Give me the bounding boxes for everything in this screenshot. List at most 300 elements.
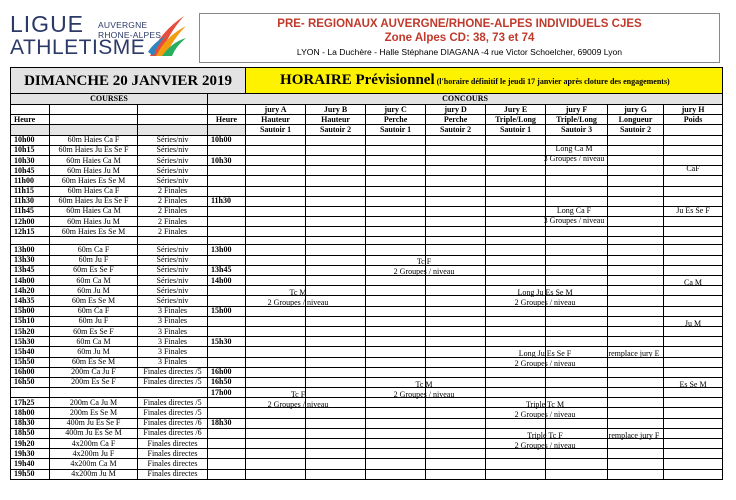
concours-time: 17h00 xyxy=(208,388,246,398)
concours-long-ju-es-se-f: Long Ju Es Se F xyxy=(518,349,572,358)
concours-cell xyxy=(426,347,486,357)
course-time: 12h00 xyxy=(11,217,50,227)
concours-cell xyxy=(426,206,486,216)
concours-cell xyxy=(426,186,486,196)
table-row xyxy=(11,326,723,336)
course-phase: 3 Finales xyxy=(138,357,208,367)
concours-cell xyxy=(306,418,366,428)
concours-cell xyxy=(306,326,366,336)
concours-cell xyxy=(426,367,486,377)
concours-cell xyxy=(366,196,426,206)
course-event: 200m Ca Ju F xyxy=(50,367,138,377)
course-phase: Finales directes /5 xyxy=(138,367,208,377)
concours-cell xyxy=(246,316,306,326)
concours-triple-tc-f: Triple Tc F xyxy=(527,431,563,440)
concours-poids-ca-f: CaF xyxy=(686,164,700,173)
concours-tc-m: Tc M xyxy=(289,288,307,297)
concours-cell xyxy=(664,398,723,408)
concours-cell xyxy=(546,276,608,286)
concours-cell xyxy=(366,245,426,255)
concours-cell xyxy=(546,337,608,347)
jury-f-name: jury F xyxy=(546,105,608,115)
concours-time xyxy=(208,255,246,265)
concours-time xyxy=(208,428,246,438)
concours-cell xyxy=(546,255,608,265)
league-logo xyxy=(6,8,192,64)
concours-cell xyxy=(306,347,366,357)
table-row xyxy=(11,337,723,347)
concours-cell xyxy=(546,176,608,186)
concours-cell xyxy=(608,276,664,286)
concours-cell xyxy=(608,357,664,367)
concours-cell xyxy=(486,186,546,196)
concours-time xyxy=(208,316,246,326)
concours-cell xyxy=(486,388,546,398)
concours-cell xyxy=(608,439,664,449)
concours-cell xyxy=(366,227,426,237)
course-event: 60m Ca F xyxy=(50,306,138,316)
concours-cell xyxy=(366,367,426,377)
concours-cell xyxy=(608,388,664,398)
jury-e-sautoir: Sautoir 1 xyxy=(486,125,546,135)
course-event: 400m Ju Es Se F xyxy=(50,418,138,428)
course-phase: Finales directes xyxy=(138,469,208,479)
concours-cell xyxy=(546,388,608,398)
course-phase: Séries/niv xyxy=(138,166,208,176)
concours-cell xyxy=(366,237,426,245)
course-phase: Finales directes xyxy=(138,459,208,469)
concours-cell xyxy=(426,326,486,336)
course-time: 11h45 xyxy=(11,206,50,216)
course-time: 15h20 xyxy=(11,326,50,336)
concours-cell xyxy=(426,217,486,227)
course-phase: Séries/niv xyxy=(138,286,208,296)
concours-cell xyxy=(664,245,723,255)
course-phase: 3 Finales xyxy=(138,337,208,347)
course-phase: Séries/niv xyxy=(138,245,208,255)
course-event: 60m Ju M xyxy=(50,286,138,296)
concours-cell xyxy=(608,316,664,326)
concours-cell xyxy=(246,326,306,336)
concours-time: 13h00 xyxy=(208,245,246,255)
concours-cell xyxy=(426,286,486,296)
table-row xyxy=(11,296,723,306)
concours-cell xyxy=(546,306,608,316)
course-phase: Finales directes /6 xyxy=(138,418,208,428)
logo-line-athletisme: ATHLETISME xyxy=(10,36,146,59)
table-row xyxy=(11,237,723,245)
concours-cell xyxy=(664,306,723,316)
concours-poids-ca-m: Ca M xyxy=(684,278,702,287)
concours-cell xyxy=(246,459,306,469)
jury-h-sautoir xyxy=(664,125,723,135)
course-time: 13h00 xyxy=(11,245,50,255)
concours-cell xyxy=(546,186,608,196)
course-phase xyxy=(138,388,208,398)
concours-cell xyxy=(546,469,608,479)
concours-cell xyxy=(486,449,546,459)
concours-cell xyxy=(306,306,366,316)
concours-time: 16h00 xyxy=(208,367,246,377)
concours-cell xyxy=(426,227,486,237)
table-row xyxy=(11,286,723,296)
course-phase: Séries/niv xyxy=(138,265,208,275)
course-phase: 3 Finales xyxy=(138,306,208,316)
table-row xyxy=(11,186,723,196)
course-event: 60m Haies Ca F xyxy=(50,186,138,196)
concours-cell xyxy=(486,227,546,237)
concours-cell xyxy=(608,245,664,255)
table-row xyxy=(11,276,723,286)
concours-cell xyxy=(608,286,664,296)
concours-time xyxy=(208,326,246,336)
table-row xyxy=(11,408,723,418)
table-row xyxy=(11,227,723,237)
concours-time xyxy=(208,186,246,196)
course-event: 200m Es Se F xyxy=(50,377,138,387)
course-time: 15h40 xyxy=(11,347,50,357)
concours-cell xyxy=(306,217,366,227)
course-time xyxy=(11,388,50,398)
concours-cell xyxy=(366,347,426,357)
concours-cell xyxy=(426,357,486,367)
table-row xyxy=(11,196,723,206)
course-phase: Séries/niv xyxy=(138,296,208,306)
concours-cell xyxy=(246,255,306,265)
concours-cell xyxy=(426,459,486,469)
concours-cell xyxy=(486,276,546,286)
course-time: 11h30 xyxy=(11,196,50,206)
concours-cell xyxy=(306,265,366,275)
jury-d-event: Perche xyxy=(426,115,486,125)
course-phase: 2 Finales xyxy=(138,186,208,196)
concours-cell xyxy=(426,176,486,186)
concours-cell xyxy=(486,306,546,316)
course-time: 19h30 xyxy=(11,449,50,459)
concours-cell xyxy=(246,265,306,275)
concours-cell xyxy=(426,135,486,145)
concours-time xyxy=(208,206,246,216)
concours-cell xyxy=(246,186,306,196)
course-time: 16h50 xyxy=(11,377,50,387)
concours-cell xyxy=(306,408,366,418)
concours-time xyxy=(208,439,246,449)
concours-cell xyxy=(664,449,723,459)
concours-cell xyxy=(426,439,486,449)
concours-cell xyxy=(608,296,664,306)
concours-cell xyxy=(608,306,664,316)
jury-d-name: jury D xyxy=(426,105,486,115)
concours-time xyxy=(208,145,246,155)
concours-cell xyxy=(246,408,306,418)
course-time: 15h00 xyxy=(11,306,50,316)
course-phase: Finales directes /6 xyxy=(138,428,208,438)
concours-cell xyxy=(608,186,664,196)
concours-cell xyxy=(664,227,723,237)
concours-cell xyxy=(366,418,426,428)
course-time: 12h15 xyxy=(11,227,50,237)
course-event: 60m Haies Es Se M xyxy=(50,176,138,186)
table-row xyxy=(11,418,723,428)
concours-cell xyxy=(366,428,426,438)
concours-cell xyxy=(366,449,426,459)
concours-cell xyxy=(366,217,426,227)
jury-a-event: Hauteur xyxy=(246,115,306,125)
concours-cell xyxy=(608,176,664,186)
jury-b-event: Hauteur xyxy=(306,115,366,125)
concours-cell xyxy=(366,459,426,469)
concours-cell xyxy=(608,265,664,275)
concours-groups: 2 Groupes / niveau xyxy=(393,390,455,399)
concours-cell xyxy=(546,196,608,206)
concours-groups: 2 Groupes / niveau xyxy=(267,298,329,307)
course-event: 4x200m Ca M xyxy=(50,459,138,469)
logo-region-rhone-alpes: RHONE-ALPES xyxy=(98,30,162,40)
concours-time: 13h45 xyxy=(208,265,246,275)
concours-cell xyxy=(306,459,366,469)
concours-cell xyxy=(366,439,426,449)
concours-cell xyxy=(664,428,723,438)
concours-cell xyxy=(486,255,546,265)
jury-f-sautoir: Sautoir 3 xyxy=(546,125,608,135)
jury-a-name: jury A xyxy=(246,105,306,115)
concours-cell xyxy=(306,439,366,449)
concours-time: 10h00 xyxy=(208,135,246,145)
concours-time xyxy=(208,408,246,418)
concours-cell xyxy=(486,367,546,377)
concours-cell xyxy=(664,337,723,347)
course-event: 60m Haies Ca M xyxy=(50,206,138,216)
concours-cell xyxy=(306,377,366,387)
course-phase: Séries/niv xyxy=(138,276,208,286)
concours-cell xyxy=(246,357,306,367)
concours-time xyxy=(208,469,246,479)
concours-cell xyxy=(306,245,366,255)
concours-groups: 2 Groupes / niveau xyxy=(267,400,329,409)
course-event: 60m Haies Ju Es Se F xyxy=(50,145,138,155)
concours-cell xyxy=(486,459,546,469)
concours-cell xyxy=(366,176,426,186)
concours-groups: 2 Groupes / niveau xyxy=(514,359,576,368)
course-event: 60m Ju F xyxy=(50,316,138,326)
concours-cell xyxy=(366,337,426,347)
concours-cell xyxy=(306,367,366,377)
jury-g-name: jury G xyxy=(608,105,664,115)
concours-cell xyxy=(486,337,546,347)
concours-cell xyxy=(486,377,546,387)
concours-poids-es-se-m: Es Se M xyxy=(679,380,707,389)
concours-cell xyxy=(366,206,426,216)
concours-time xyxy=(208,347,246,357)
concours-cell xyxy=(366,155,426,165)
course-event: 60m Haies Ju M xyxy=(50,217,138,227)
concours-cell xyxy=(486,265,546,275)
course-time xyxy=(11,237,50,245)
course-time: 10h00 xyxy=(11,135,50,145)
table-row xyxy=(11,469,723,479)
course-time: 19h20 xyxy=(11,439,50,449)
concours-cell xyxy=(664,347,723,357)
course-phase: Finales directes /5 xyxy=(138,398,208,408)
course-event: 60m Ju F xyxy=(50,255,138,265)
competition-venue: LYON - La Duchère - Halle Stéphane DIAGANA -4 rue Victor Schoelcher, 69009 Lyon xyxy=(296,47,623,57)
jury-c-event: Perche xyxy=(366,115,426,125)
concours-cell xyxy=(664,135,723,145)
course-time: 16h00 xyxy=(11,367,50,377)
logo-region-auvergne: AUVERGNE xyxy=(98,20,148,30)
jury-c-sautoir: Sautoir 1 xyxy=(366,125,426,135)
concours-cell xyxy=(306,276,366,286)
course-phase: Finales directes xyxy=(138,439,208,449)
concours-cell xyxy=(426,155,486,165)
course-phase: Séries/niv xyxy=(138,145,208,155)
concours-cell xyxy=(546,227,608,237)
concours-time xyxy=(208,357,246,367)
concours-cell xyxy=(426,237,486,245)
concours-cell xyxy=(426,245,486,255)
concours-cell xyxy=(246,227,306,237)
concours-cell xyxy=(246,135,306,145)
logo-line-ligue: LIGUE xyxy=(10,11,85,37)
concours-cell xyxy=(426,428,486,438)
concours-cell xyxy=(608,469,664,479)
concours-cell xyxy=(306,176,366,186)
concours-cell xyxy=(546,245,608,255)
concours-cell xyxy=(426,316,486,326)
course-time: 17h25 xyxy=(11,398,50,408)
course-event: 60m Es Se F xyxy=(50,326,138,336)
concours-tc-m: Tc M xyxy=(415,380,433,389)
concours-cell xyxy=(546,265,608,275)
concours-cell xyxy=(246,418,306,428)
concours-cell xyxy=(486,237,546,245)
concours-cell xyxy=(608,255,664,265)
concours-cell xyxy=(426,469,486,479)
course-phase: 3 Finales xyxy=(138,316,208,326)
concours-cell xyxy=(306,196,366,206)
concours-cell xyxy=(664,357,723,367)
concours-cell xyxy=(366,166,426,176)
course-event: 60m Ca M xyxy=(50,276,138,286)
concours-cell xyxy=(608,227,664,237)
concours-cell xyxy=(246,306,306,316)
course-phase: 3 Finales xyxy=(138,347,208,357)
concours-cell xyxy=(664,265,723,275)
concours-cell xyxy=(246,439,306,449)
course-event: 200m Ca Ju M xyxy=(50,398,138,408)
concours-cell xyxy=(546,459,608,469)
concours-cell xyxy=(608,166,664,176)
concours-cell xyxy=(608,408,664,418)
course-time: 14h35 xyxy=(11,296,50,306)
course-event xyxy=(50,237,138,245)
concours-poids-ju-es-se-f: Ju Es Se F xyxy=(676,206,710,215)
concours-cell xyxy=(366,145,426,155)
concours-time xyxy=(208,217,246,227)
concours-time: 15h00 xyxy=(208,306,246,316)
course-time: 13h30 xyxy=(11,255,50,265)
jury-h-event: Poids xyxy=(664,115,723,125)
course-event: 4x200m Ju M xyxy=(50,469,138,479)
concours-time: 14h00 xyxy=(208,276,246,286)
concours-tc-f: Tc F xyxy=(416,257,432,266)
concours-cell xyxy=(426,306,486,316)
concours-groups: 3 Groupes / niveau xyxy=(543,216,605,225)
concours-cell xyxy=(664,439,723,449)
concours-cell xyxy=(366,286,426,296)
concours-cell xyxy=(306,449,366,459)
course-phase: Séries/niv xyxy=(138,155,208,165)
concours-cell xyxy=(546,418,608,428)
course-event xyxy=(50,388,138,398)
concours-cell xyxy=(664,459,723,469)
course-event: 60m Ca F xyxy=(50,245,138,255)
jury-a-sautoir: Sautoir 1 xyxy=(246,125,306,135)
jury-d-sautoir: Sautoir 2 xyxy=(426,125,486,135)
course-event: 400m Ju Es Se M xyxy=(50,428,138,438)
table-row xyxy=(11,459,723,469)
concours-cell xyxy=(486,326,546,336)
concours-cell xyxy=(664,255,723,265)
concours-time xyxy=(208,176,246,186)
concours-cell xyxy=(246,449,306,459)
concours-cell xyxy=(664,286,723,296)
course-time: 15h30 xyxy=(11,337,50,347)
table-row xyxy=(11,166,723,176)
concours-cell xyxy=(306,357,366,367)
course-phase: Séries/niv xyxy=(138,255,208,265)
course-time: 10h15 xyxy=(11,145,50,155)
concours-cell xyxy=(426,145,486,155)
concours-cell xyxy=(306,186,366,196)
concours-cell xyxy=(486,196,546,206)
concours-cell xyxy=(546,326,608,336)
concours-time: 18h30 xyxy=(208,418,246,428)
concours-cell xyxy=(426,166,486,176)
concours-cell xyxy=(306,145,366,155)
concours-cell xyxy=(246,217,306,227)
concours-cell xyxy=(246,206,306,216)
horaire-note: (l'horaire définitif le jeudi 17 janvier après cloture des engagements) xyxy=(436,76,670,86)
concours-cell xyxy=(366,326,426,336)
course-phase: 2 Finales xyxy=(138,206,208,216)
course-time: 18h30 xyxy=(11,418,50,428)
concours-cell xyxy=(246,145,306,155)
course-event: 200m Es Se M xyxy=(50,408,138,418)
course-event: 60m Es Se F xyxy=(50,265,138,275)
concours-cell xyxy=(664,145,723,155)
table-row xyxy=(11,439,723,449)
concours-groups: 3 Groupes / niveau xyxy=(543,154,605,163)
table-row xyxy=(11,449,723,459)
course-time: 18h50 xyxy=(11,428,50,438)
jury-e-name: Jury E xyxy=(486,105,546,115)
concours-cell xyxy=(246,428,306,438)
concours-time: 10h30 xyxy=(208,155,246,165)
course-time: 19h40 xyxy=(11,459,50,469)
concours-cell xyxy=(366,316,426,326)
course-time: 13h45 xyxy=(11,265,50,275)
course-phase: 3 Finales xyxy=(138,326,208,336)
course-phase: Finales directes /5 xyxy=(138,377,208,387)
concours-cell xyxy=(246,276,306,286)
course-phase: 2 Finales xyxy=(138,196,208,206)
concours-cell xyxy=(306,428,366,438)
course-event: 60m Haies Ca M xyxy=(50,155,138,165)
course-time: 14h20 xyxy=(11,286,50,296)
concours-cell xyxy=(426,449,486,459)
concours-cell xyxy=(608,418,664,428)
